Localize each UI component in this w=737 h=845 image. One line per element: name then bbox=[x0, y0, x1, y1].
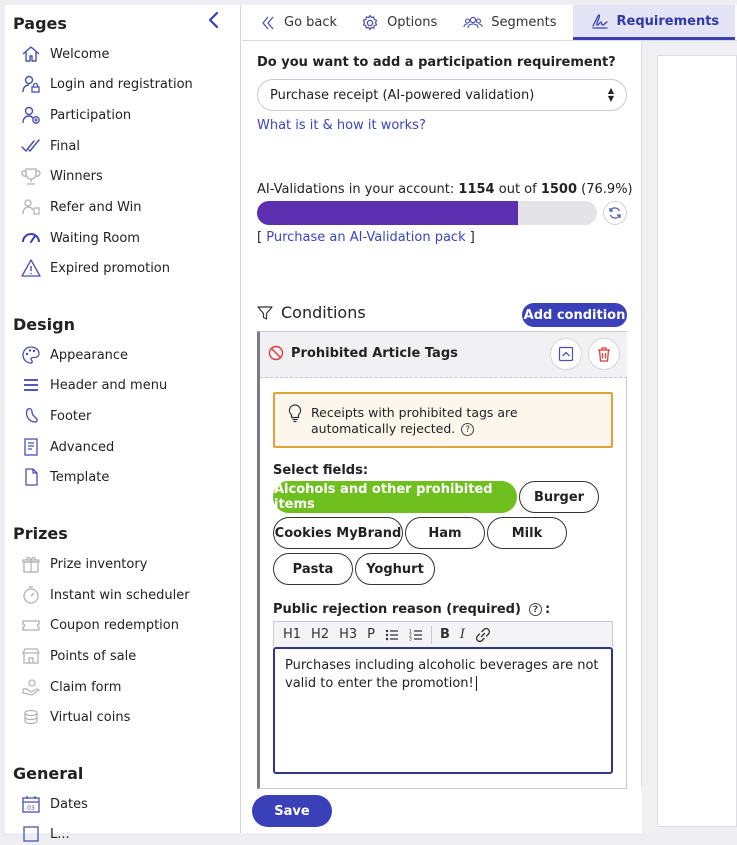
svg-text:03: 03 bbox=[27, 805, 35, 812]
file-icon bbox=[21, 467, 41, 487]
ai-out-of: out of bbox=[498, 182, 537, 197]
sidebar-item-appearance[interactable] bbox=[21, 344, 128, 366]
calendar-icon bbox=[21, 794, 41, 814]
sidebar-item-footer[interactable] bbox=[21, 405, 91, 427]
toolbar-separator bbox=[431, 626, 432, 644]
sidebar-item-label: Winners bbox=[50, 168, 103, 184]
refresh-button[interactable] bbox=[603, 201, 627, 225]
conditions-title: Conditions bbox=[281, 303, 366, 322]
sidebar-item-participation[interactable] bbox=[21, 104, 131, 126]
gauge-icon bbox=[21, 228, 41, 248]
collapse-sidebar-icon[interactable] bbox=[205, 11, 223, 29]
requirement-select-value: Purchase receipt (AI-powered validation) bbox=[270, 87, 535, 103]
sidebar-item-header-menu[interactable] bbox=[21, 374, 167, 396]
how-it-works-link[interactable]: What is it & how it works? bbox=[257, 118, 426, 133]
sidebar-item-label: L... bbox=[50, 826, 70, 842]
sidebar-item-label: Appearance bbox=[50, 347, 129, 363]
sidebar-item-claim-form[interactable] bbox=[21, 676, 121, 698]
condition-card-title-text: Prohibited Article Tags bbox=[291, 345, 458, 361]
add-condition-button[interactable]: Add condition bbox=[522, 303, 627, 327]
editor-toolbar bbox=[273, 621, 613, 647]
trash-icon bbox=[596, 346, 612, 362]
sidebar-item-cut-off[interactable] bbox=[21, 823, 70, 845]
bullet-list-icon[interactable] bbox=[380, 622, 404, 648]
tab-requirements[interactable] bbox=[573, 5, 736, 40]
notice-text: Receipts with prohibited tags are automatically rejected. bbox=[311, 405, 518, 436]
prohibited-tags-notice bbox=[273, 392, 613, 448]
sidebar-item-winners[interactable] bbox=[21, 165, 103, 187]
generic-icon bbox=[21, 824, 41, 844]
user-plus-icon bbox=[21, 105, 41, 125]
tab-segments[interactable] bbox=[453, 5, 572, 40]
sidebar-item-label: Expired promotion bbox=[50, 260, 170, 276]
preview-sheet bbox=[657, 55, 737, 827]
conditions-header bbox=[257, 303, 366, 322]
bracket-close: ] bbox=[469, 230, 475, 245]
save-button[interactable]: Save bbox=[252, 795, 332, 827]
sidebar-item-points-of-sale[interactable] bbox=[21, 645, 136, 667]
h1-button[interactable]: H1 bbox=[283, 627, 302, 642]
condition-card-header bbox=[260, 332, 627, 378]
app-window bbox=[5, 5, 737, 842]
main-area bbox=[242, 5, 737, 833]
link-icon[interactable] bbox=[470, 622, 496, 648]
user-lock-icon bbox=[21, 74, 41, 94]
home-icon bbox=[21, 44, 41, 64]
h3-button[interactable]: H3 bbox=[339, 627, 358, 642]
rejection-reason-text: Public rejection reason (required) bbox=[273, 602, 521, 617]
tab-go-back[interactable] bbox=[242, 5, 351, 40]
ai-validations-text bbox=[257, 182, 633, 197]
lightbulb-icon bbox=[287, 403, 303, 427]
sidebar-item-label: Points of sale bbox=[50, 648, 137, 664]
sidebar-item-login[interactable] bbox=[21, 73, 193, 95]
requirement-question: Do you want to add a participation requirement? bbox=[257, 55, 616, 70]
coins-icon bbox=[21, 707, 41, 727]
sidebar-item-label: Instant win scheduler bbox=[50, 587, 190, 603]
menu-icon bbox=[21, 375, 41, 395]
palette-icon bbox=[21, 345, 41, 365]
sidebar-item-template[interactable] bbox=[21, 466, 109, 488]
section-title-general: General bbox=[13, 764, 84, 783]
bracket-open: [ bbox=[257, 230, 263, 245]
code-doc-icon bbox=[21, 437, 41, 457]
chip-ham[interactable]: Ham bbox=[405, 517, 485, 549]
purchase-pack-line bbox=[257, 230, 475, 245]
sidebar-item-advanced[interactable] bbox=[21, 436, 114, 458]
users-icon bbox=[463, 15, 483, 31]
prohibited-icon bbox=[268, 345, 284, 361]
svg-text:3: 3 bbox=[408, 637, 412, 642]
condition-card bbox=[257, 331, 627, 789]
sidebar-item-label: Welcome bbox=[50, 46, 110, 62]
gift-icon bbox=[21, 554, 41, 574]
purchase-pack-link[interactable]: Purchase an AI-Validation pack bbox=[266, 230, 466, 245]
sidebar-item-expired[interactable] bbox=[21, 257, 170, 279]
sidebar-item-label: Header and menu bbox=[50, 377, 168, 393]
select-arrows-icon: ▲ ▼ bbox=[607, 86, 614, 103]
chip-burger[interactable]: Burger bbox=[519, 481, 599, 513]
sidebar-item-dates[interactable] bbox=[21, 793, 88, 815]
chip-yoghurt[interactable]: Yoghurt bbox=[355, 553, 435, 585]
delete-condition-button[interactable] bbox=[588, 338, 620, 370]
section-title-design: Design bbox=[13, 315, 75, 334]
sidebar-item-label: Login and registration bbox=[50, 76, 193, 92]
gear-icon bbox=[361, 14, 379, 32]
sidebar-item-prize-inventory[interactable] bbox=[21, 553, 147, 575]
footer-icon bbox=[21, 406, 41, 426]
sidebar-item-virtual-coins[interactable] bbox=[21, 706, 130, 728]
sidebar-item-label: Prize inventory bbox=[50, 556, 148, 572]
sidebar-item-label: Footer bbox=[50, 408, 92, 424]
sidebar-item-label: Final bbox=[50, 138, 80, 154]
tab-label: Go back bbox=[284, 15, 338, 30]
ai-used: 1154 bbox=[458, 182, 495, 197]
collapse-condition-button[interactable] bbox=[550, 338, 582, 370]
top-navigation bbox=[242, 5, 737, 41]
preview-canvas bbox=[642, 41, 737, 833]
sidebar-item-label: Claim form bbox=[50, 679, 122, 695]
requirement-select[interactable] bbox=[257, 79, 627, 111]
sidebar-item-final[interactable] bbox=[21, 135, 80, 157]
sidebar-item-coupon[interactable] bbox=[21, 614, 179, 636]
progress-fill bbox=[257, 201, 518, 225]
sidebar-item-welcome[interactable] bbox=[21, 43, 109, 65]
condition-card-title bbox=[268, 345, 458, 361]
section-title-pages: Pages bbox=[13, 14, 67, 33]
chip-cookies-mybrand[interactable]: Cookies MyBrand bbox=[273, 517, 403, 549]
sidebar-item-label: Advanced bbox=[50, 439, 115, 455]
sidebar-item-refer[interactable] bbox=[21, 196, 142, 218]
tab-label: Options bbox=[387, 15, 438, 30]
signature-icon bbox=[591, 12, 609, 30]
notice-text-wrap bbox=[311, 405, 601, 437]
sidebar-item-label: Participation bbox=[50, 107, 132, 123]
section-title-prizes: Prizes bbox=[13, 524, 68, 543]
bold-button[interactable]: B bbox=[439, 627, 450, 642]
rejection-reason-value: Purchases including alcoholic beverages are not valid to enter the promotion! bbox=[285, 658, 599, 691]
tab-label: Segments bbox=[491, 15, 557, 30]
numbered-list-icon[interactable] bbox=[404, 622, 428, 648]
chip-pasta[interactable]: Pasta bbox=[273, 553, 353, 585]
coupon-icon bbox=[21, 615, 41, 635]
text-caret bbox=[476, 676, 477, 691]
paragraph-button[interactable]: P bbox=[367, 627, 375, 642]
sidebar-item-label: Dates bbox=[50, 796, 88, 812]
svg-text:1: 1 bbox=[408, 629, 412, 634]
help-icon[interactable]: ? bbox=[529, 603, 542, 616]
double-check-icon bbox=[21, 136, 41, 156]
chevron-up-icon bbox=[558, 346, 574, 362]
sidebar-item-label: Virtual coins bbox=[50, 709, 131, 725]
chip-milk[interactable]: Milk bbox=[487, 517, 567, 549]
sidebar-item-waiting-room[interactable] bbox=[21, 227, 140, 249]
sidebar-item-label: Waiting Room bbox=[50, 230, 140, 246]
select-fields-label: Select fields: bbox=[273, 463, 369, 478]
filter-icon bbox=[257, 305, 273, 321]
sidebar bbox=[5, 5, 241, 842]
store-icon bbox=[21, 646, 41, 666]
claim-icon bbox=[21, 677, 41, 697]
rejection-reason-label bbox=[273, 602, 550, 617]
h2-button[interactable]: H2 bbox=[311, 627, 330, 642]
sidebar-item-instant-win[interactable] bbox=[21, 584, 190, 606]
stopwatch-icon bbox=[21, 585, 41, 605]
requirements-panel bbox=[242, 41, 642, 787]
tab-label: Requirements bbox=[616, 13, 720, 29]
tab-options[interactable] bbox=[351, 5, 453, 40]
sidebar-item-label: Template bbox=[50, 469, 110, 485]
trophy-icon bbox=[21, 166, 41, 186]
ai-total: 1500 bbox=[540, 182, 578, 197]
ai-validations-progress bbox=[257, 201, 597, 225]
help-icon[interactable]: ? bbox=[461, 423, 474, 436]
sidebar-item-label: Coupon redemption bbox=[50, 617, 179, 633]
refresh-icon bbox=[608, 206, 622, 220]
rejection-colon: : bbox=[544, 602, 551, 617]
italic-button[interactable]: I bbox=[459, 627, 466, 642]
sidebar-item-label: Refer and Win bbox=[50, 199, 142, 215]
double-chevron-left-icon bbox=[260, 15, 276, 31]
refer-icon bbox=[21, 197, 41, 217]
rejection-reason-editor[interactable] bbox=[273, 647, 613, 774]
warning-icon bbox=[21, 258, 41, 278]
ai-percent: (76.9%) bbox=[581, 182, 633, 197]
svg-text:2: 2 bbox=[408, 633, 412, 638]
ai-prefix: AI-Validations in your account: bbox=[257, 182, 455, 197]
chip-alcohols[interactable]: Alcohols and other prohibited items bbox=[273, 481, 517, 513]
